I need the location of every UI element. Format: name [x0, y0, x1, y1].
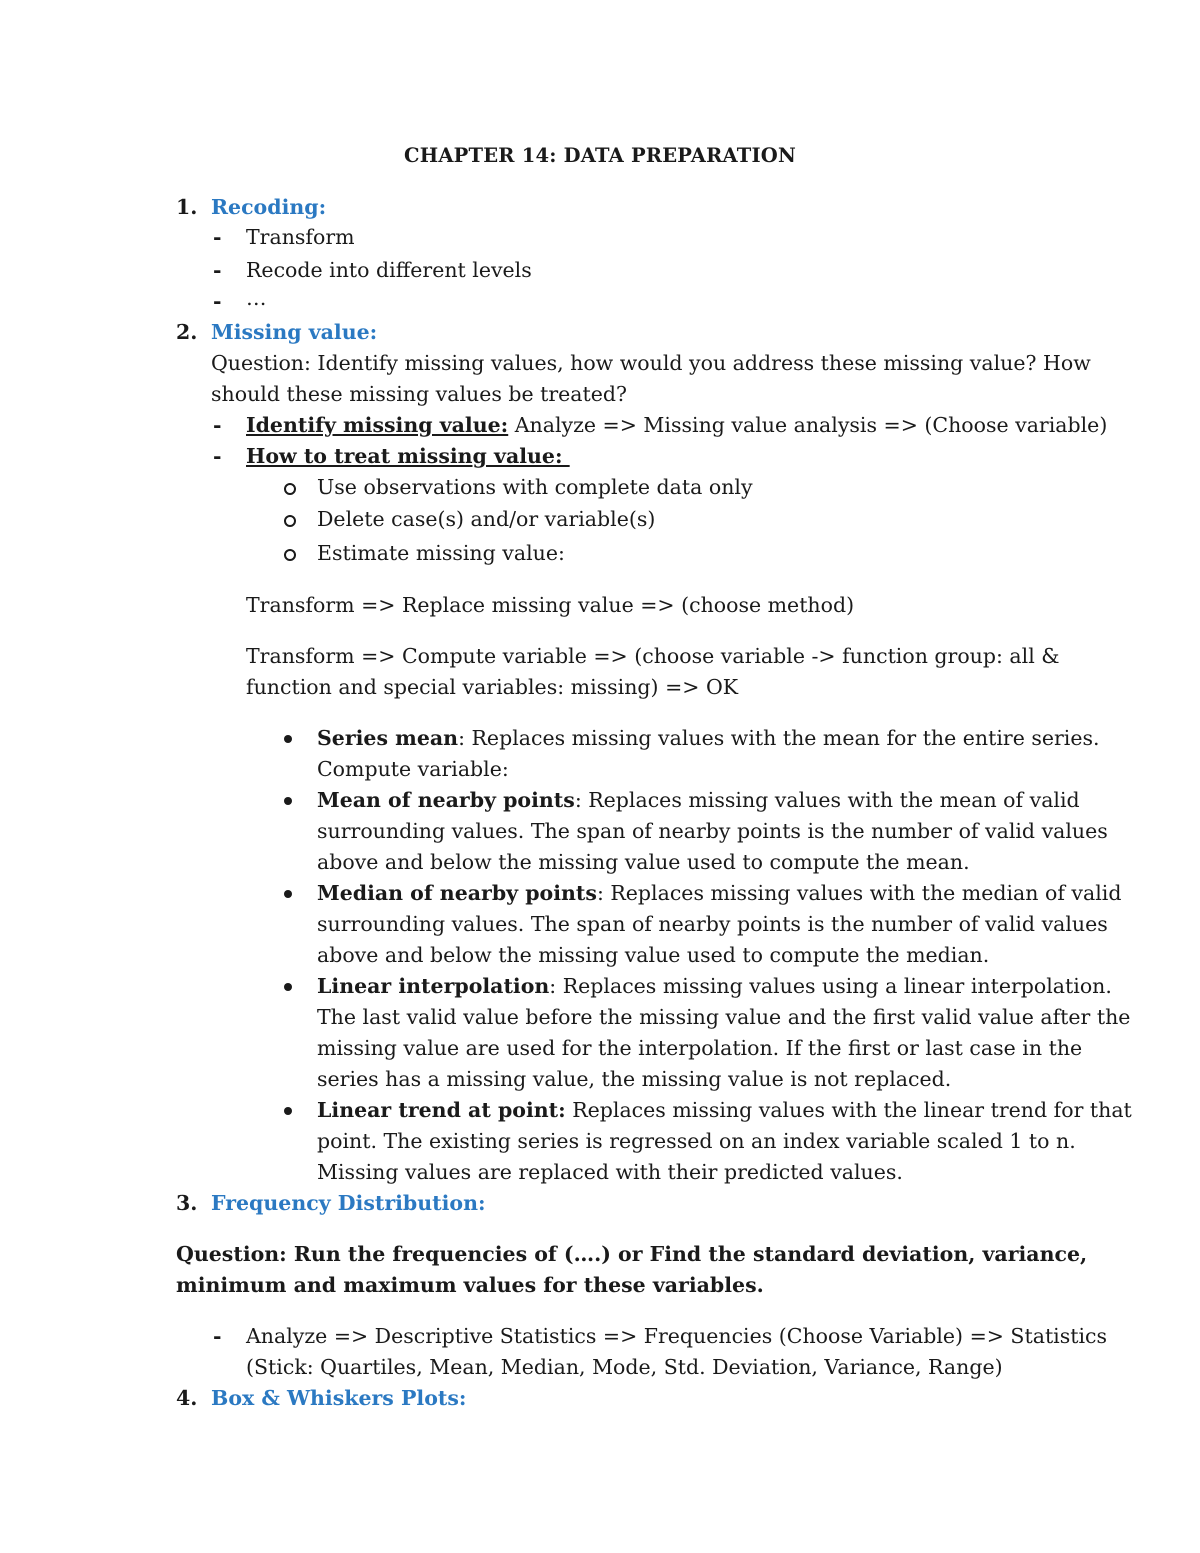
compute-variable-path: function and special variables: missing) => OK: [246, 675, 739, 699]
dash-bullet: -: [213, 258, 222, 282]
method-item: [317, 883, 1121, 904]
method-description: Missing values are replaced with their predicted values.: [317, 1160, 903, 1184]
method-item: [317, 728, 1100, 749]
method-name: Series mean: [317, 726, 459, 750]
dash-bullet: -: [213, 413, 222, 437]
treat-missing-label: How to treat missing value:: [246, 444, 570, 468]
method-description: above and below the missing value used to compute the median.: [317, 943, 990, 967]
dash-bullet: -: [213, 444, 222, 468]
list-item: Recode into different levels: [246, 258, 532, 282]
identify-missing-text: Analyze => Missing value analysis => (Choose variable): [508, 413, 1108, 437]
dash-bullet: -: [213, 225, 222, 249]
question-text: Question: Identify missing values, how would you address these missing value? How: [211, 351, 1091, 375]
list-item: …: [246, 286, 267, 310]
question-text: minimum and maximum values for these variables.: [176, 1273, 764, 1297]
treat-option: Estimate missing value:: [317, 541, 565, 565]
method-description: The last valid value before the missing value and the first valid value after the: [317, 1005, 1131, 1029]
method-name: Linear trend at point:: [317, 1098, 566, 1122]
method-item: [317, 790, 1080, 811]
hollow-circle-bullet-icon: [284, 515, 296, 527]
question-text: should these missing values be treated?: [211, 382, 628, 406]
method-description: point. The existing series is regressed on an index variable scaled 1 to n.: [317, 1129, 1076, 1153]
method-description: surrounding values. The span of nearby points is the number of valid values: [317, 912, 1108, 936]
question-text: Question: Run the frequencies of (….) or Find the standard deviation, variance,: [176, 1242, 1088, 1266]
page-title: CHAPTER 14: DATA PREPARATION: [404, 144, 796, 167]
method-name: Linear interpolation: [317, 974, 550, 998]
method-description: series has a missing value, the missing value is not replaced.: [317, 1067, 952, 1091]
replace-missing-path: Transform => Replace missing value => (choose method): [246, 593, 855, 617]
section-heading-recoding: Recoding:: [211, 195, 327, 219]
hollow-circle-bullet-icon: [284, 483, 296, 495]
hollow-circle-bullet-icon: [284, 549, 296, 561]
section-number: 4.: [176, 1386, 198, 1410]
filled-bullet-icon: [284, 983, 292, 991]
list-item: Transform: [246, 225, 355, 249]
method-description: : Replaces missing values using a linear interpolation.: [549, 974, 1112, 998]
compute-variable-path: Transform => Compute variable => (choose variable -> function group: all &: [246, 644, 1060, 668]
method-item: [317, 976, 1112, 997]
method-description: Replaces missing values with the linear trend for that: [565, 1098, 1132, 1122]
method-item: [317, 1100, 1132, 1121]
method-description: : Replaces missing values with the mean for the entire series.: [458, 726, 1100, 750]
method-description: : Replaces missing values with the mean of valid: [574, 788, 1080, 812]
section-number: 1.: [176, 195, 198, 219]
method-description: : Replaces missing values with the median of valid: [596, 881, 1122, 905]
identify-missing-line: [246, 415, 1107, 436]
section-heading-frequency: Frequency Distribution:: [211, 1191, 486, 1215]
steps-text: (Stick: Quartiles, Mean, Median, Mode, Std. Deviation, Variance, Range): [246, 1355, 1003, 1379]
method-description: above and below the missing value used to compute the mean.: [317, 850, 970, 874]
filled-bullet-icon: [284, 735, 292, 743]
section-number: 2.: [176, 320, 198, 344]
identify-missing-label: Identify missing value:: [246, 413, 509, 437]
treat-option: Use observations with complete data only: [317, 475, 753, 499]
filled-bullet-icon: [284, 797, 292, 805]
method-description: Compute variable:: [317, 757, 509, 781]
treat-option: Delete case(s) and/or variable(s): [317, 507, 656, 531]
filled-bullet-icon: [284, 890, 292, 898]
dash-bullet: -: [213, 289, 222, 313]
method-name: Mean of nearby points: [317, 788, 575, 812]
steps-text: Analyze => Descriptive Statistics => Frequencies (Choose Variable) => Statistics: [246, 1324, 1108, 1348]
filled-bullet-icon: [284, 1107, 292, 1115]
method-description: missing value are used for the interpolation. If the first or last case in the: [317, 1036, 1083, 1060]
section-number: 3.: [176, 1191, 198, 1215]
section-heading-box-whiskers: Box & Whiskers Plots:: [211, 1386, 467, 1410]
method-name: Median of nearby points: [317, 881, 597, 905]
section-heading-missing-value: Missing value:: [211, 320, 378, 344]
method-description: surrounding values. The span of nearby points is the number of valid values: [317, 819, 1108, 843]
dash-bullet: -: [213, 1324, 222, 1348]
